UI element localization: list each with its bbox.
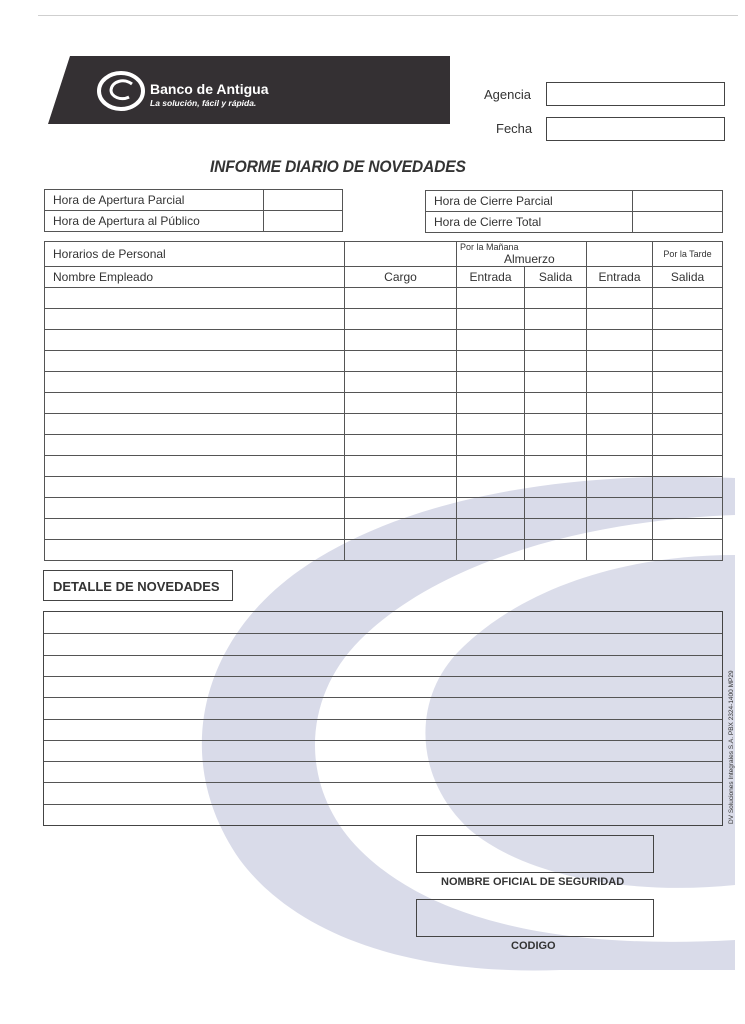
staff-schedule-table (44, 241, 723, 561)
table-cell[interactable] (45, 393, 345, 414)
total-closing-field[interactable] (633, 212, 723, 233)
table-row[interactable] (45, 498, 723, 519)
table-cell[interactable] (587, 351, 653, 372)
total-closing-label: Hora de Cierre Total (426, 212, 633, 233)
table-cell[interactable] (525, 309, 587, 330)
table-cell[interactable] (457, 309, 525, 330)
table-cell[interactable] (525, 456, 587, 477)
bank-tagline: La solución, fácil y rápida. (150, 98, 257, 108)
table-cell[interactable] (587, 288, 653, 309)
table-cell[interactable] (457, 435, 525, 456)
col-header-in-2: Entrada (587, 267, 653, 288)
afternoon-label: Por la Tarde (653, 242, 723, 267)
table-row[interactable] (45, 519, 723, 540)
table-cell[interactable] (587, 540, 653, 561)
table-cell[interactable] (653, 456, 723, 477)
detail-line (44, 782, 722, 783)
table-cell[interactable] (525, 414, 587, 435)
table-cell[interactable] (45, 372, 345, 393)
table-cell[interactable] (457, 540, 525, 561)
table-cell[interactable] (45, 330, 345, 351)
table-row[interactable] (45, 393, 723, 414)
code-label: CODIGO (511, 940, 556, 952)
date-field[interactable] (546, 117, 725, 141)
table-cell[interactable] (457, 414, 525, 435)
security-officer-label: NOMBRE OFICIAL DE SEGURIDAD (441, 876, 625, 888)
public-opening-field[interactable] (264, 211, 343, 232)
table-row[interactable] (45, 477, 723, 498)
table-cell[interactable] (345, 498, 457, 519)
detail-lines-area[interactable] (43, 611, 723, 826)
table-cell[interactable] (587, 414, 653, 435)
table-cell[interactable] (457, 519, 525, 540)
table-cell[interactable] (525, 288, 587, 309)
table-cell[interactable] (457, 351, 525, 372)
morning-header (457, 242, 587, 267)
page-title: INFORME DIARIO DE NOVEDADES (210, 157, 466, 176)
table-cell[interactable] (345, 288, 457, 309)
table-row[interactable] (45, 309, 723, 330)
table-cell[interactable] (525, 435, 587, 456)
partial-opening-label: Hora de Apertura Parcial (45, 190, 264, 211)
table-cell[interactable] (457, 456, 525, 477)
table-cell[interactable] (525, 372, 587, 393)
partial-closing-label: Hora de Cierre Parcial (426, 191, 633, 212)
partial-opening-field[interactable] (264, 190, 343, 211)
table-cell[interactable] (653, 519, 723, 540)
table-cell[interactable] (525, 540, 587, 561)
table-row[interactable] (45, 372, 723, 393)
table-cell[interactable] (525, 330, 587, 351)
table-cell[interactable] (45, 498, 345, 519)
table-cell[interactable] (345, 351, 457, 372)
table-cell[interactable] (345, 540, 457, 561)
table-cell[interactable] (525, 519, 587, 540)
table-cell[interactable] (45, 435, 345, 456)
table-row[interactable] (45, 540, 723, 561)
opening-hours-table (44, 189, 343, 232)
table-cell[interactable] (457, 372, 525, 393)
detail-line (44, 633, 722, 634)
table-cell[interactable] (587, 435, 653, 456)
table-cell[interactable] (457, 288, 525, 309)
table-cell[interactable] (653, 540, 723, 561)
table-cell[interactable] (457, 498, 525, 519)
lunch-label: Almuerzo (504, 252, 555, 266)
table-cell[interactable] (45, 540, 345, 561)
detail-line (44, 655, 722, 656)
detail-line (44, 719, 722, 720)
date-label: Fecha (496, 121, 533, 136)
table-row[interactable] (45, 351, 723, 372)
morning-label: Por la Mañana (460, 242, 519, 252)
table-cell[interactable] (345, 477, 457, 498)
table-cell[interactable] (525, 351, 587, 372)
table-cell[interactable] (45, 519, 345, 540)
col-header-out-2: Salida (653, 267, 723, 288)
table-cell[interactable] (587, 519, 653, 540)
table-cell[interactable] (45, 414, 345, 435)
table-cell[interactable] (345, 519, 457, 540)
table-cell[interactable] (525, 477, 587, 498)
col-header-out-1: Salida (525, 267, 587, 288)
table-cell[interactable] (653, 393, 723, 414)
security-officer-field[interactable] (416, 835, 654, 873)
table-cell[interactable] (653, 309, 723, 330)
agency-label: Agencia (484, 87, 531, 102)
col-header-role: Cargo (345, 267, 457, 288)
table-cell[interactable] (345, 330, 457, 351)
agency-field[interactable] (546, 82, 725, 106)
public-opening-label: Hora de Apertura al Público (45, 211, 264, 232)
table-cell[interactable] (587, 330, 653, 351)
closing-hours-table (425, 190, 723, 233)
table-cell[interactable] (653, 372, 723, 393)
table-cell[interactable] (587, 393, 653, 414)
table-cell[interactable] (45, 477, 345, 498)
table-row[interactable] (45, 414, 723, 435)
table-cell[interactable] (457, 477, 525, 498)
table-cell[interactable] (587, 498, 653, 519)
bank-logo-icon (96, 69, 146, 113)
table-cell[interactable] (345, 393, 457, 414)
code-field[interactable] (416, 899, 654, 937)
detail-line (44, 697, 722, 698)
detail-section-title: DETALLE DE NOVEDADES (43, 570, 233, 601)
table-cell[interactable] (587, 477, 653, 498)
table-cell[interactable] (345, 309, 457, 330)
table-cell[interactable] (457, 330, 525, 351)
table-row[interactable] (45, 456, 723, 477)
table-cell[interactable] (653, 351, 723, 372)
printer-note: DV Soluciones Integrales S.A. PBX 2324-1400 MP29 (728, 670, 735, 824)
table-cell[interactable] (45, 288, 345, 309)
staff-section-label: Horarios de Personal (45, 242, 345, 267)
table-cell[interactable] (653, 435, 723, 456)
table-cell[interactable] (345, 372, 457, 393)
detail-line (44, 676, 722, 677)
table-row[interactable] (45, 330, 723, 351)
col-header-name: Nombre Empleado (45, 267, 345, 288)
detail-line (44, 740, 722, 741)
table-cell[interactable] (587, 372, 653, 393)
table-cell[interactable] (45, 351, 345, 372)
table-cell[interactable] (653, 477, 723, 498)
detail-line (44, 761, 722, 762)
table-cell[interactable] (45, 456, 345, 477)
table-cell[interactable] (525, 498, 587, 519)
table-cell[interactable] (587, 456, 653, 477)
table-row[interactable] (45, 288, 723, 309)
col-header-in-1: Entrada (457, 267, 525, 288)
table-cell[interactable] (525, 393, 587, 414)
bank-name: Banco de Antigua (150, 81, 269, 97)
table-cell[interactable] (345, 435, 457, 456)
table-cell[interactable] (587, 309, 653, 330)
partial-closing-field[interactable] (633, 191, 723, 212)
table-cell[interactable] (653, 498, 723, 519)
table-cell[interactable] (653, 288, 723, 309)
table-cell[interactable] (45, 309, 345, 330)
table-cell[interactable] (345, 414, 457, 435)
table-cell[interactable] (345, 456, 457, 477)
table-row[interactable] (45, 435, 723, 456)
table-cell[interactable] (653, 330, 723, 351)
detail-line (44, 804, 722, 805)
table-cell[interactable] (457, 393, 525, 414)
table-cell[interactable] (653, 414, 723, 435)
